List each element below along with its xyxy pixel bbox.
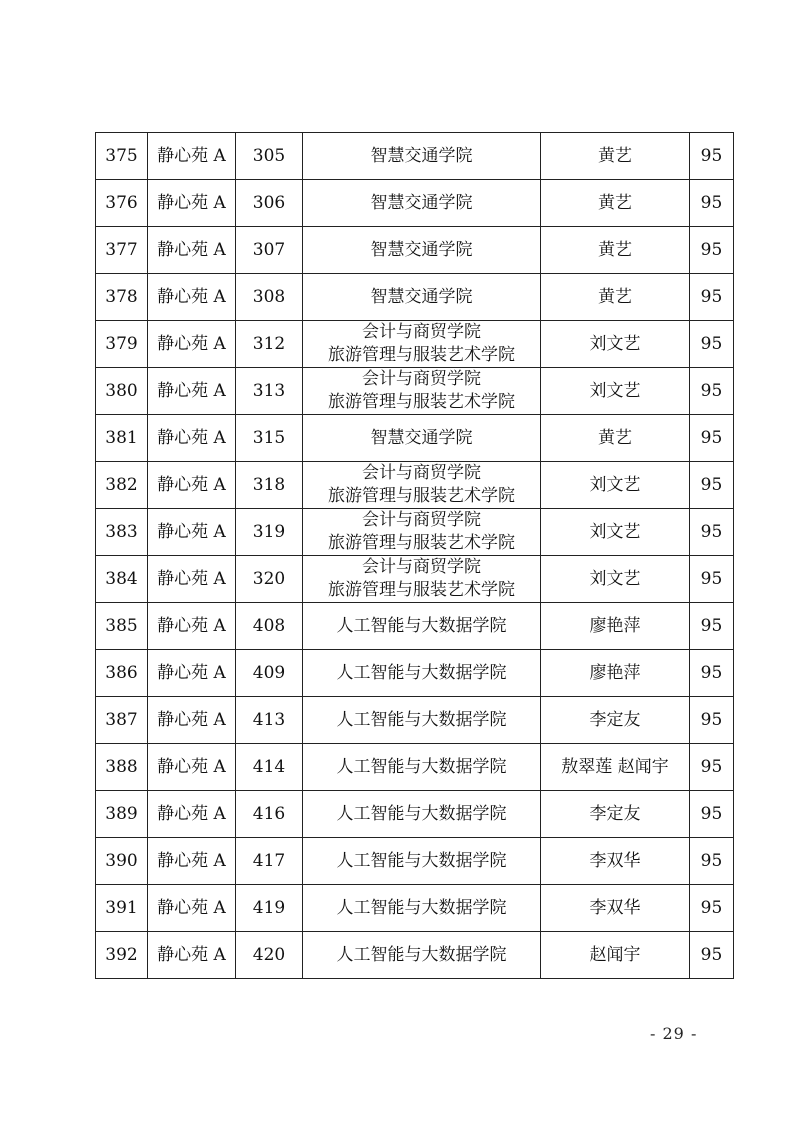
cell-building: 静心苑 A xyxy=(148,697,236,744)
cell-teacher: 刘文艺 xyxy=(541,462,690,509)
table-row xyxy=(96,509,734,556)
table-body xyxy=(96,133,734,979)
table-row xyxy=(96,462,734,509)
college-name: 智慧交通学院 xyxy=(370,428,473,448)
cell-score: 95 xyxy=(690,415,734,462)
cell-building: 静心苑 A xyxy=(148,932,236,979)
cell-serial-number: 383 xyxy=(96,509,148,556)
cell-score: 95 xyxy=(690,744,734,791)
cell-room: 420 xyxy=(236,932,303,979)
college-name: 人工智能与大数据学院 xyxy=(336,898,507,918)
college-name: 人工智能与大数据学院 xyxy=(336,757,507,777)
cell-college xyxy=(303,368,541,415)
table-row xyxy=(96,274,734,321)
college-name: 会计与商贸学院 xyxy=(362,510,481,530)
cell-room: 414 xyxy=(236,744,303,791)
cell-room: 413 xyxy=(236,697,303,744)
cell-room: 307 xyxy=(236,227,303,274)
cell-college xyxy=(303,697,541,744)
cell-score: 95 xyxy=(690,462,734,509)
table-row xyxy=(96,791,734,838)
cell-room: 408 xyxy=(236,603,303,650)
college-name: 会计与商贸学院 xyxy=(362,322,481,342)
cell-college xyxy=(303,509,541,556)
cell-teacher: 刘文艺 xyxy=(541,368,690,415)
cell-teacher: 黄艺 xyxy=(541,180,690,227)
college-name: 人工智能与大数据学院 xyxy=(336,945,507,965)
cell-college xyxy=(303,556,541,603)
cell-college xyxy=(303,603,541,650)
table-row xyxy=(96,368,734,415)
cell-building: 静心苑 A xyxy=(148,791,236,838)
cell-room: 409 xyxy=(236,650,303,697)
cell-building: 静心苑 A xyxy=(148,180,236,227)
cell-serial-number: 388 xyxy=(96,744,148,791)
college-name: 会计与商贸学院 xyxy=(362,463,481,483)
cell-room: 416 xyxy=(236,791,303,838)
cell-college xyxy=(303,462,541,509)
cell-serial-number: 376 xyxy=(96,180,148,227)
table-row xyxy=(96,133,734,180)
college-name: 人工智能与大数据学院 xyxy=(336,616,507,636)
cell-score: 95 xyxy=(690,556,734,603)
cell-room: 315 xyxy=(236,415,303,462)
inspection-score-table xyxy=(95,132,734,979)
college-name: 会计与商贸学院 xyxy=(362,369,481,389)
cell-score: 95 xyxy=(690,227,734,274)
cell-building: 静心苑 A xyxy=(148,462,236,509)
table-row xyxy=(96,744,734,791)
cell-college xyxy=(303,932,541,979)
cell-building: 静心苑 A xyxy=(148,838,236,885)
college-name: 旅游管理与服装艺术学院 xyxy=(328,392,515,412)
cell-teacher: 李定友 xyxy=(541,791,690,838)
cell-score: 95 xyxy=(690,321,734,368)
cell-room: 306 xyxy=(236,180,303,227)
cell-serial-number: 385 xyxy=(96,603,148,650)
table-row xyxy=(96,603,734,650)
cell-serial-number: 387 xyxy=(96,697,148,744)
cell-building: 静心苑 A xyxy=(148,321,236,368)
college-name: 旅游管理与服装艺术学院 xyxy=(328,486,515,506)
cell-teacher: 黄艺 xyxy=(541,274,690,321)
college-name: 人工智能与大数据学院 xyxy=(336,804,507,824)
cell-college xyxy=(303,744,541,791)
cell-building: 静心苑 A xyxy=(148,556,236,603)
cell-teacher: 廖艳萍 xyxy=(541,603,690,650)
college-name: 人工智能与大数据学院 xyxy=(336,663,507,683)
cell-college xyxy=(303,321,541,368)
cell-building: 静心苑 A xyxy=(148,650,236,697)
college-name: 人工智能与大数据学院 xyxy=(336,710,507,730)
cell-room: 312 xyxy=(236,321,303,368)
table-row xyxy=(96,415,734,462)
cell-serial-number: 392 xyxy=(96,932,148,979)
college-name: 旅游管理与服装艺术学院 xyxy=(328,345,515,365)
cell-college xyxy=(303,180,541,227)
cell-building: 静心苑 A xyxy=(148,885,236,932)
college-name: 会计与商贸学院 xyxy=(362,557,481,577)
cell-score: 95 xyxy=(690,509,734,556)
table-row xyxy=(96,697,734,744)
cell-teacher: 黄艺 xyxy=(541,227,690,274)
cell-room: 320 xyxy=(236,556,303,603)
cell-score: 95 xyxy=(690,650,734,697)
cell-college xyxy=(303,838,541,885)
cell-score: 95 xyxy=(690,697,734,744)
cell-room: 417 xyxy=(236,838,303,885)
cell-score: 95 xyxy=(690,791,734,838)
cell-score: 95 xyxy=(690,838,734,885)
cell-serial-number: 382 xyxy=(96,462,148,509)
cell-building: 静心苑 A xyxy=(148,415,236,462)
cell-college xyxy=(303,650,541,697)
cell-teacher: 刘文艺 xyxy=(541,509,690,556)
college-name: 智慧交通学院 xyxy=(370,240,473,260)
cell-serial-number: 390 xyxy=(96,838,148,885)
cell-building: 静心苑 A xyxy=(148,133,236,180)
table-row xyxy=(96,650,734,697)
cell-serial-number: 379 xyxy=(96,321,148,368)
cell-teacher: 刘文艺 xyxy=(541,556,690,603)
table-row xyxy=(96,321,734,368)
cell-college xyxy=(303,885,541,932)
cell-college xyxy=(303,274,541,321)
cell-teacher: 廖艳萍 xyxy=(541,650,690,697)
cell-building: 静心苑 A xyxy=(148,274,236,321)
cell-serial-number: 386 xyxy=(96,650,148,697)
cell-college xyxy=(303,415,541,462)
cell-serial-number: 389 xyxy=(96,791,148,838)
cell-room: 319 xyxy=(236,509,303,556)
cell-teacher: 敖翠莲 赵闻宇 xyxy=(541,744,690,791)
college-name: 旅游管理与服装艺术学院 xyxy=(328,580,515,600)
cell-serial-number: 377 xyxy=(96,227,148,274)
cell-teacher: 刘文艺 xyxy=(541,321,690,368)
cell-college xyxy=(303,133,541,180)
cell-college xyxy=(303,791,541,838)
college-name: 旅游管理与服装艺术学院 xyxy=(328,533,515,553)
college-name: 人工智能与大数据学院 xyxy=(336,851,507,871)
cell-teacher: 黄艺 xyxy=(541,133,690,180)
cell-score: 95 xyxy=(690,133,734,180)
cell-score: 95 xyxy=(690,885,734,932)
cell-score: 95 xyxy=(690,180,734,227)
cell-teacher: 李双华 xyxy=(541,885,690,932)
cell-building: 静心苑 A xyxy=(148,368,236,415)
cell-serial-number: 378 xyxy=(96,274,148,321)
table-row xyxy=(96,885,734,932)
table-row xyxy=(96,556,734,603)
cell-building: 静心苑 A xyxy=(148,603,236,650)
table-row xyxy=(96,227,734,274)
cell-building: 静心苑 A xyxy=(148,744,236,791)
cell-building: 静心苑 A xyxy=(148,509,236,556)
table-row xyxy=(96,180,734,227)
cell-score: 95 xyxy=(690,274,734,321)
college-name: 智慧交通学院 xyxy=(370,193,473,213)
cell-room: 419 xyxy=(236,885,303,932)
table-row xyxy=(96,932,734,979)
cell-teacher: 李定友 xyxy=(541,697,690,744)
cell-serial-number: 380 xyxy=(96,368,148,415)
cell-score: 95 xyxy=(690,368,734,415)
cell-serial-number: 384 xyxy=(96,556,148,603)
cell-college xyxy=(303,227,541,274)
page-number: - 29 - xyxy=(650,1024,698,1043)
cell-building: 静心苑 A xyxy=(148,227,236,274)
college-name: 智慧交通学院 xyxy=(370,146,473,166)
cell-room: 305 xyxy=(236,133,303,180)
cell-teacher: 李双华 xyxy=(541,838,690,885)
table-row xyxy=(96,838,734,885)
cell-room: 313 xyxy=(236,368,303,415)
cell-score: 95 xyxy=(690,932,734,979)
cell-room: 318 xyxy=(236,462,303,509)
college-name: 智慧交通学院 xyxy=(370,287,473,307)
cell-serial-number: 381 xyxy=(96,415,148,462)
cell-serial-number: 375 xyxy=(96,133,148,180)
cell-room: 308 xyxy=(236,274,303,321)
cell-teacher: 赵闻宇 xyxy=(541,932,690,979)
cell-score: 95 xyxy=(690,603,734,650)
cell-teacher: 黄艺 xyxy=(541,415,690,462)
cell-serial-number: 391 xyxy=(96,885,148,932)
